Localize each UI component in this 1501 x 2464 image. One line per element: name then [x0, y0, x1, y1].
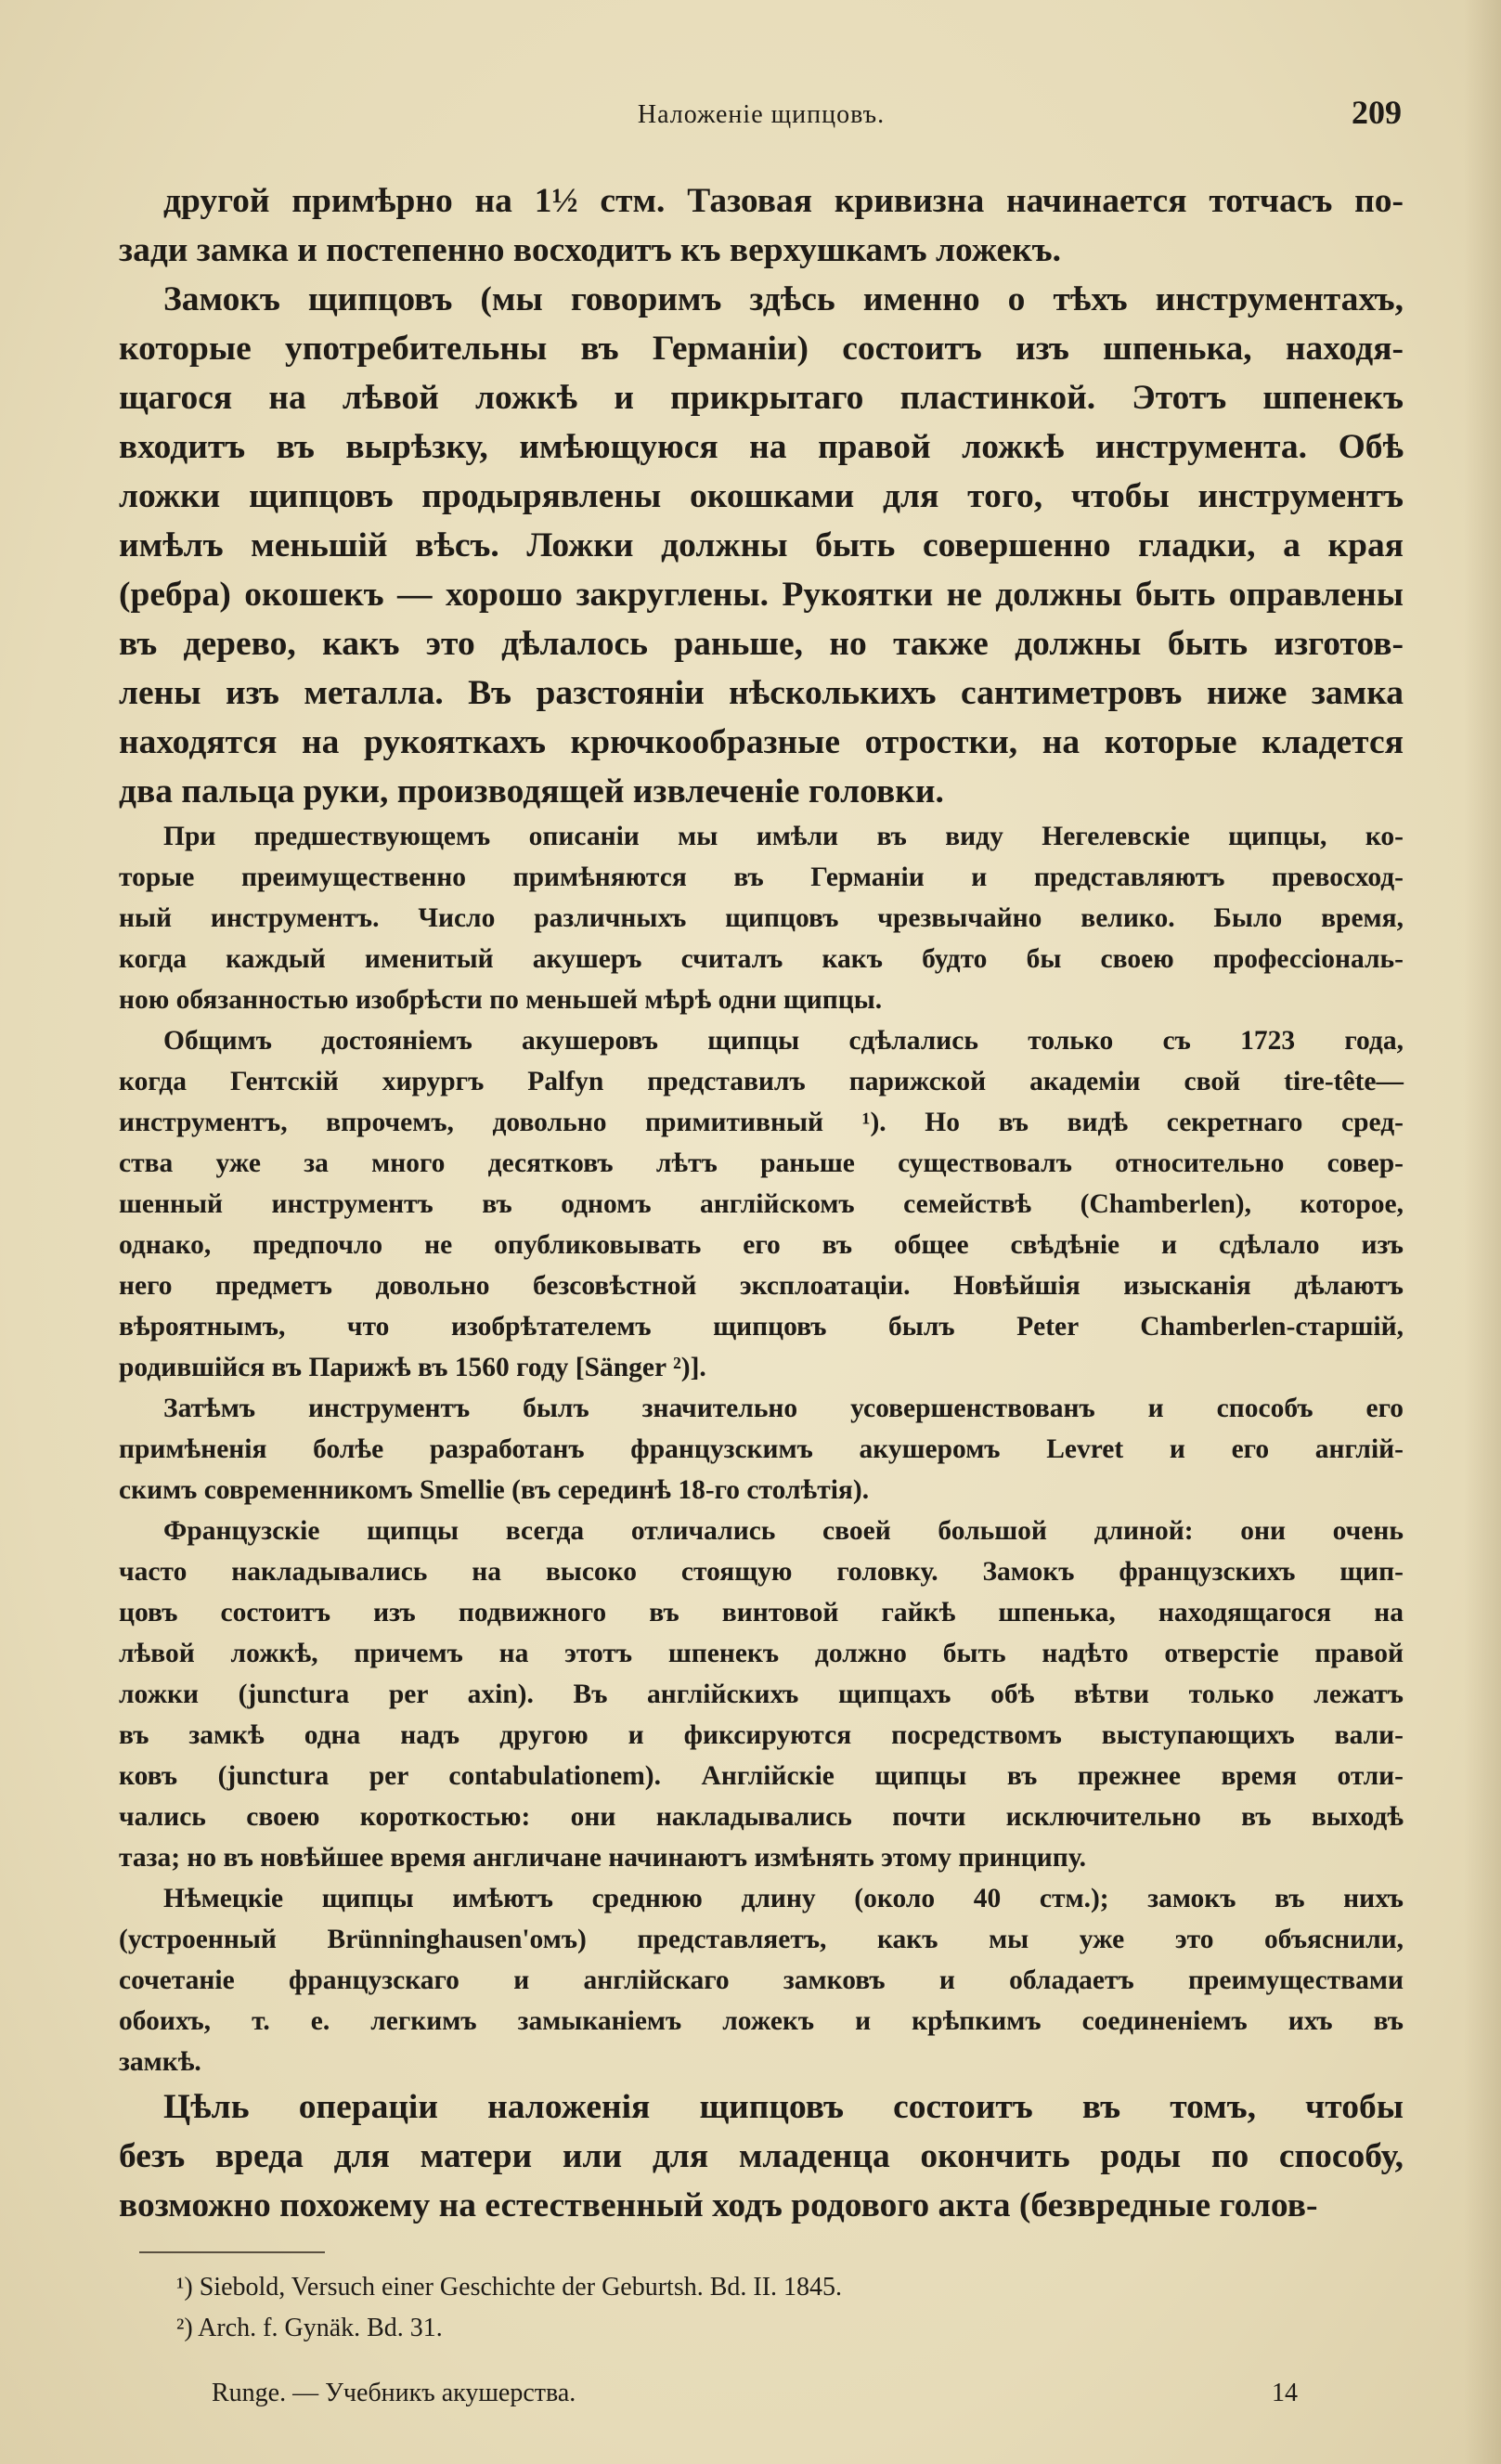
text-line: Нѣмецкіе щипцы имѣютъ среднюю длину (около 40 стм.); замокъ въ нихъ — [163, 1884, 1404, 1913]
footer-book-title: Runge. — Учебникъ акушерства. — [212, 2379, 576, 2407]
text-line: инструментъ, впрочемъ, довольно примитивный ¹). Но въ видѣ секретнаго сред- — [119, 1108, 1404, 1137]
text-line: родившійся въ Парижѣ въ 1560 году [Sänger ²)]. — [119, 1353, 706, 1382]
text-line: чались своею короткостью: они накладывались почти исключительно въ выходѣ — [119, 1802, 1404, 1832]
footnotes — [176, 2267, 1383, 2349]
text-line: когда каждый именитый акушеръ считалъ какъ будто бы своею профессіональ- — [119, 944, 1404, 974]
text-line: ковъ (junctura per contabulationem). Англійскіе щипцы въ прежнее время отли- — [119, 1761, 1404, 1791]
text-line: зади замка и постепенно восходитъ къ верхушкамъ ложекъ. — [119, 231, 1061, 269]
text-line: безъ вреда для матери или для младенца окончить роды по способу, — [119, 2137, 1404, 2175]
footnote-rule — [139, 2251, 325, 2253]
page-edge-shadow — [1464, 0, 1501, 2464]
text-line: торые преимущественно примѣняются въ Германіи и представляютъ превосход- — [119, 862, 1404, 892]
text-line: два пальца руки, производящей извлеченіе головки. — [119, 772, 944, 811]
text-line: въ замкѣ одна надъ другою и фиксируются посредствомъ выступающихъ вали- — [119, 1720, 1404, 1750]
paragraph — [119, 275, 1404, 816]
paragraph — [119, 1511, 1404, 1878]
text-line: ложки (junctura per axin). Въ англійскихъ щипцахъ обѣ вѣтви только лежатъ — [119, 1679, 1404, 1709]
paragraph — [119, 1878, 1404, 2082]
text-line: ною обязанностью изобрѣсти по меньшей мѣрѣ одни щипцы. — [119, 985, 883, 1015]
paragraph — [119, 2082, 1404, 2230]
footnote: ¹) Siebold, Versuch einer Geschichte der Geburtsh. Bd. II. 1845. — [176, 2273, 843, 2302]
footnote: ²) Arch. f. Gynäk. Bd. 31. — [176, 2314, 443, 2342]
paragraph — [119, 176, 1404, 275]
text-line: Цѣль операціи наложенія щипцовъ состоитъ въ томъ, чтобы — [163, 2088, 1404, 2126]
text-line: Общимъ достояніемъ акушеровъ щипцы сдѣлались только съ 1723 года, — [163, 1026, 1404, 1056]
text-line: имѣлъ меньшій вѣсъ. Ложки должны быть совершенно гладки, а края — [119, 526, 1404, 564]
signature-mark: 14 — [1272, 2379, 1298, 2407]
text-line: вѣроятнымъ, что изобрѣтателемъ щипцовъ былъ Peter Chamberlen-старшій, — [119, 1312, 1404, 1342]
text-line: примѣненія болѣе разработанъ французскимъ акушеромъ Levret и его англій- — [119, 1434, 1404, 1464]
text-line: Замокъ щипцовъ (мы говоримъ здѣсь именно о тѣхъ инструментахъ, — [163, 280, 1404, 318]
text-line: Французскіе щипцы всегда отличались своей большой длиной: они очень — [163, 1516, 1404, 1546]
text-line: часто накладывались на высоко стоящую головку. Замокъ французскихъ щип- — [119, 1557, 1404, 1587]
text-line: входитъ въ вырѣзку, имѣющуюся на правой ложкѣ инструмента. Обѣ — [119, 428, 1404, 466]
text-line: ства уже за много десятковъ лѣтъ раньше существовалъ относительно совер- — [119, 1148, 1404, 1178]
text-line: скимъ современникомъ Smellie (въ серединѣ 18-го столѣтія). — [119, 1475, 870, 1505]
text-line: цовъ состоитъ изъ подвижного въ винтовой гайкѣ шпенька, находящагося на — [119, 1598, 1404, 1628]
text-line: ложки щипцовъ продырявлены окошками для того, чтобы инструментъ — [119, 477, 1404, 515]
text-line: лѣвой ложкѣ, причемъ на этотъ шпенекъ должно быть надѣто отверстіе правой — [119, 1639, 1404, 1668]
text-line: (ребра) окошекъ — хорошо закруглены. Рукоятки не должны быть оправлены — [119, 576, 1404, 614]
paragraph — [119, 816, 1404, 1020]
text-line: (устроенный Brünninghausen'омъ) представляетъ, какъ мы уже это объяснили, — [119, 1925, 1404, 1954]
running-title: Наложеніе щипцовъ. — [637, 100, 886, 129]
text-line: щагося на лѣвой ложкѣ и прикрытаго пластинкой. Этотъ шпенекъ — [119, 379, 1404, 417]
text-line: возможно похожему на естественный ходъ родового акта (безвредные голов- — [119, 2186, 1318, 2224]
text-line: лены изъ металла. Въ разстояніи нѣсколькихъ сантиметровъ ниже замка — [119, 674, 1404, 712]
text-line: однако, предпочло не опубликовывать его въ общее свѣдѣніе и сдѣлало изъ — [119, 1230, 1404, 1260]
text-line: замкѣ. — [119, 2047, 201, 2077]
text-line: обоихъ, т. е. легкимъ замыканіемъ ложекъ и крѣпкимъ соединеніемъ ихъ въ — [119, 2006, 1404, 2036]
text-line: которые употребительны въ Германіи) состоитъ изъ шпенька, находя- — [119, 330, 1404, 368]
paragraph — [119, 1020, 1404, 1388]
text-line: шенный инструментъ въ одномъ англійскомъ семействѣ (Chamberlen), которое, — [119, 1189, 1404, 1219]
paragraph — [119, 1388, 1404, 1511]
text-line: ный инструментъ. Число различныхъ щипцовъ чрезвычайно велико. Было время, — [119, 903, 1404, 933]
text-line: другой примѣрно на 1½ стм. Тазовая кривизна начинается тотчасъ по- — [163, 182, 1404, 220]
page-number: 209 — [1352, 94, 1402, 131]
text-line: въ дерево, какъ это дѣлалось раньше, но также должны быть изготов- — [119, 625, 1404, 663]
text-line: него предметъ довольно безсовѣстной эксплоатаціи. Новѣйшія изысканія дѣлаютъ — [119, 1271, 1404, 1301]
body-text — [119, 176, 1404, 2230]
text-line: Затѣмъ инструментъ былъ значительно усовершенствованъ и способъ его — [163, 1394, 1404, 1423]
text-line: когда Гентскій хирургъ Palfyn представилъ парижской академіи свой tire-tête— — [119, 1067, 1404, 1096]
text-line: При предшествующемъ описаніи мы имѣли въ виду Негелевскіе щипцы, ко- — [163, 822, 1404, 851]
page-header — [121, 93, 1402, 149]
text-line: таза; но въ новѣйшее время англичане начинаютъ измѣнять этому принципу. — [119, 1843, 1086, 1873]
text-line: сочетаніе французскаго и англійскаго замковъ и обладаетъ преимуществами — [119, 1965, 1404, 1995]
text-line: находятся на рукояткахъ крючкообразные отростки, на которые кладется — [119, 723, 1404, 761]
